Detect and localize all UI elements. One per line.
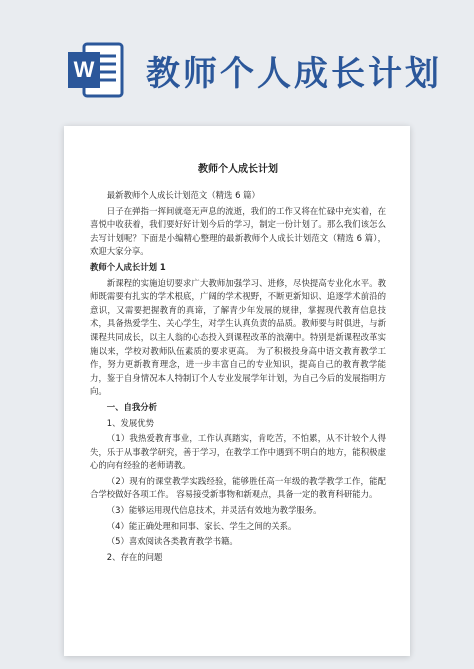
word-icon-letter: W: [73, 57, 95, 82]
list-item: （1）我热爱教育事业，工作认真踏实，肯吃苦，不怕累，从不计较个人得失，乐于从事教学研究，善于学习，在教学工作中遇到不明白的地方，能积极虚心的向有经验的老师请教。: [90, 433, 386, 471]
list-item: （5）喜欢阅读各类教育教学书籍。: [106, 536, 238, 547]
list-item: （4）能正确处理和同事、家长、学生之间的关系。: [106, 520, 297, 531]
document-subtitle: 最新教师个人成长计划范文（精选 6 篇）: [106, 190, 260, 200]
document-title: 教师个人成长计划: [198, 164, 278, 175]
list-item: （3）能够运用现代信息技术，并灵活有效地为教学服务。: [106, 505, 322, 516]
list-item: （2）现有的课堂教学实践经验，能够胜任高一年级的教学教学工作，能配合学校做好各项工作。 容易接受新事物和新观点，具备一定的教育科研能力。: [90, 475, 386, 500]
section-heading-self-analysis: 一、自我分析: [106, 401, 158, 412]
body-paragraph: 新课程的实施迫切要求广大教师加强学习、进修，尽快提高专业化水平。教师既需要有扎实的学术根底，广阔的学术视野，不断更新知识、追逐学术前沿的意识，又需要把握教育的真谛，了解青少年发展的规律，掌握现代教育信息技术，具备热爱学生、关心学生，对学生认真负责的品质。教师要与时俱进，与新课程共同成长，以主人翁的心态投入到课程改革的浪潮中。特别是新课程改革实施以来，学校对教师队伍素质的要求更高。 为了积极投身高中语文教育教学工作，努力更新教育理念，进一步丰富自己的专业知识，提高自己的教育教学能力，鉴于自身情况本人特制订个人专业发展学年计划，为自己今后的发展指明方向。: [90, 277, 386, 397]
banner: [0, 0, 474, 118]
word-document-icon: [64, 38, 128, 102]
document-page: [64, 126, 410, 656]
subheading-problems: 2、存在的问题: [106, 551, 163, 562]
subheading-strengths: 1、发展优势: [106, 417, 154, 428]
banner-title: 教师个人成长计划: [146, 54, 442, 94]
section-heading: 教师个人成长计划 1: [90, 261, 166, 272]
intro-paragraph: 日子在弹指一挥间就毫无声息的流逝，我们的工作又将在忙碌中充实着，在喜悦中收获着，我们要好好计划今后的学习，制定一份计划了。那么我们该怎么去写计划呢？下面是小编精心整理的最新教师个人成长计划范文（精选 6 篇），欢迎大家分享。: [90, 205, 386, 257]
document-body: [90, 160, 386, 566]
